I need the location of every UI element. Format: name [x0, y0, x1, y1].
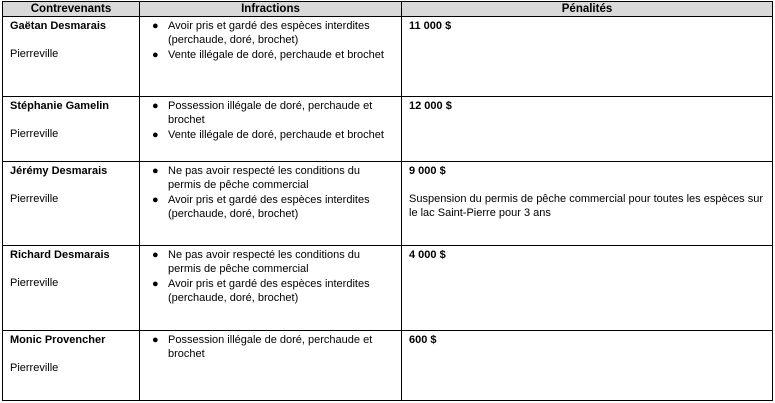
- penalty-cell: [402, 330, 773, 400]
- header-contrevenants: Contrevenants: [3, 2, 140, 17]
- infractions-cell: [140, 161, 402, 245]
- infractions-list: [147, 19, 395, 62]
- bullet-icon: ●: [152, 333, 159, 346]
- table-row: [3, 17, 773, 97]
- offender-cell: [3, 97, 140, 161]
- infraction-item: ● Ne pas avoir respecté les conditions du permis de pêche commercial: [152, 249, 360, 276]
- offender-name: Richard Desmarais: [10, 249, 110, 262]
- bullet-icon: ●: [152, 164, 159, 177]
- bullet-icon: ●: [152, 129, 159, 142]
- infractions-cell: [140, 17, 402, 97]
- infractions-cell: [140, 246, 402, 330]
- infraction-item: ● Avoir pris et gardé des espèces interdites (perchaude, doré, brochet): [152, 278, 370, 305]
- header-infractions: Infractions: [140, 2, 402, 17]
- penalty-cell: [402, 97, 773, 161]
- bullet-icon: ●: [152, 249, 159, 262]
- offender-name: Stéphanie Gamelin: [10, 100, 110, 113]
- offender-cell: [3, 246, 140, 330]
- infraction-item: ● Possession illégale de doré, perchaude et brochet: [152, 100, 373, 127]
- bullet-icon: ●: [152, 278, 159, 291]
- table-row: [3, 97, 773, 161]
- table-row: [3, 246, 773, 330]
- offender-city: Pierreville: [10, 128, 59, 141]
- offender-cell: [3, 161, 140, 245]
- table-row: [3, 330, 773, 400]
- penalty-amount: 11 000 $: [409, 20, 452, 32]
- penalty-amount: 4 000 $: [409, 249, 446, 262]
- infraction-item: ● Avoir pris et gardé des espèces interdites (perchaude, doré, brochet): [152, 193, 370, 220]
- infractions-list: [147, 333, 395, 361]
- offender-cell: [3, 330, 140, 400]
- penalty-cell: [402, 161, 773, 245]
- table-row: [3, 161, 773, 245]
- infraction-item: ● Ne pas avoir respecté les conditions du permis de pêche commercial: [152, 164, 360, 191]
- offender-name: Monic Provencher: [10, 333, 106, 346]
- penalty-cell: [402, 17, 773, 97]
- bullet-icon: ●: [152, 20, 159, 32]
- infraction-item: ● Possession illégale de doré, perchaude et brochet: [152, 333, 373, 360]
- offender-city: Pierreville: [10, 48, 59, 60]
- bullet-icon: ●: [152, 193, 159, 206]
- penalty-amount: 12 000 $: [409, 100, 452, 113]
- infractions-list: [147, 248, 395, 305]
- bullet-icon: ●: [152, 49, 159, 61]
- infractions-cell: [140, 97, 402, 161]
- header-penalites: Pénalités: [402, 2, 773, 17]
- infractions-list: [147, 164, 395, 221]
- infractions-cell: [140, 330, 402, 400]
- offender-city: Pierreville: [10, 277, 59, 290]
- header-row: [3, 2, 773, 17]
- offender-name: Gaëtan Desmarais: [10, 20, 106, 32]
- infraction-item: ● Vente illégale de doré, perchaude et brochet: [152, 49, 384, 61]
- offender-cell: [3, 17, 140, 97]
- offender-city: Pierreville: [10, 192, 59, 205]
- penalty-cell: [402, 246, 773, 330]
- infractions-list: [147, 99, 395, 142]
- offender-name: Jérémy Desmarais: [10, 164, 108, 177]
- penalties-table: [2, 1, 773, 401]
- offender-city: Pierreville: [10, 361, 59, 374]
- penalty-amount: 9 000 $: [409, 164, 446, 177]
- infraction-item: ● Vente illégale de doré, perchaude et brochet: [152, 129, 384, 142]
- infraction-item: ● Avoir pris et gardé des espèces interdites (perchaude, doré, brochet): [152, 20, 370, 46]
- bullet-icon: ●: [152, 100, 159, 113]
- penalty-amount: 600 $: [409, 333, 437, 346]
- penalty-note: Suspension du permis de pêche commercial pour toutes les espèces sur le lac Saint-Pierre pour 3 ans: [409, 192, 764, 219]
